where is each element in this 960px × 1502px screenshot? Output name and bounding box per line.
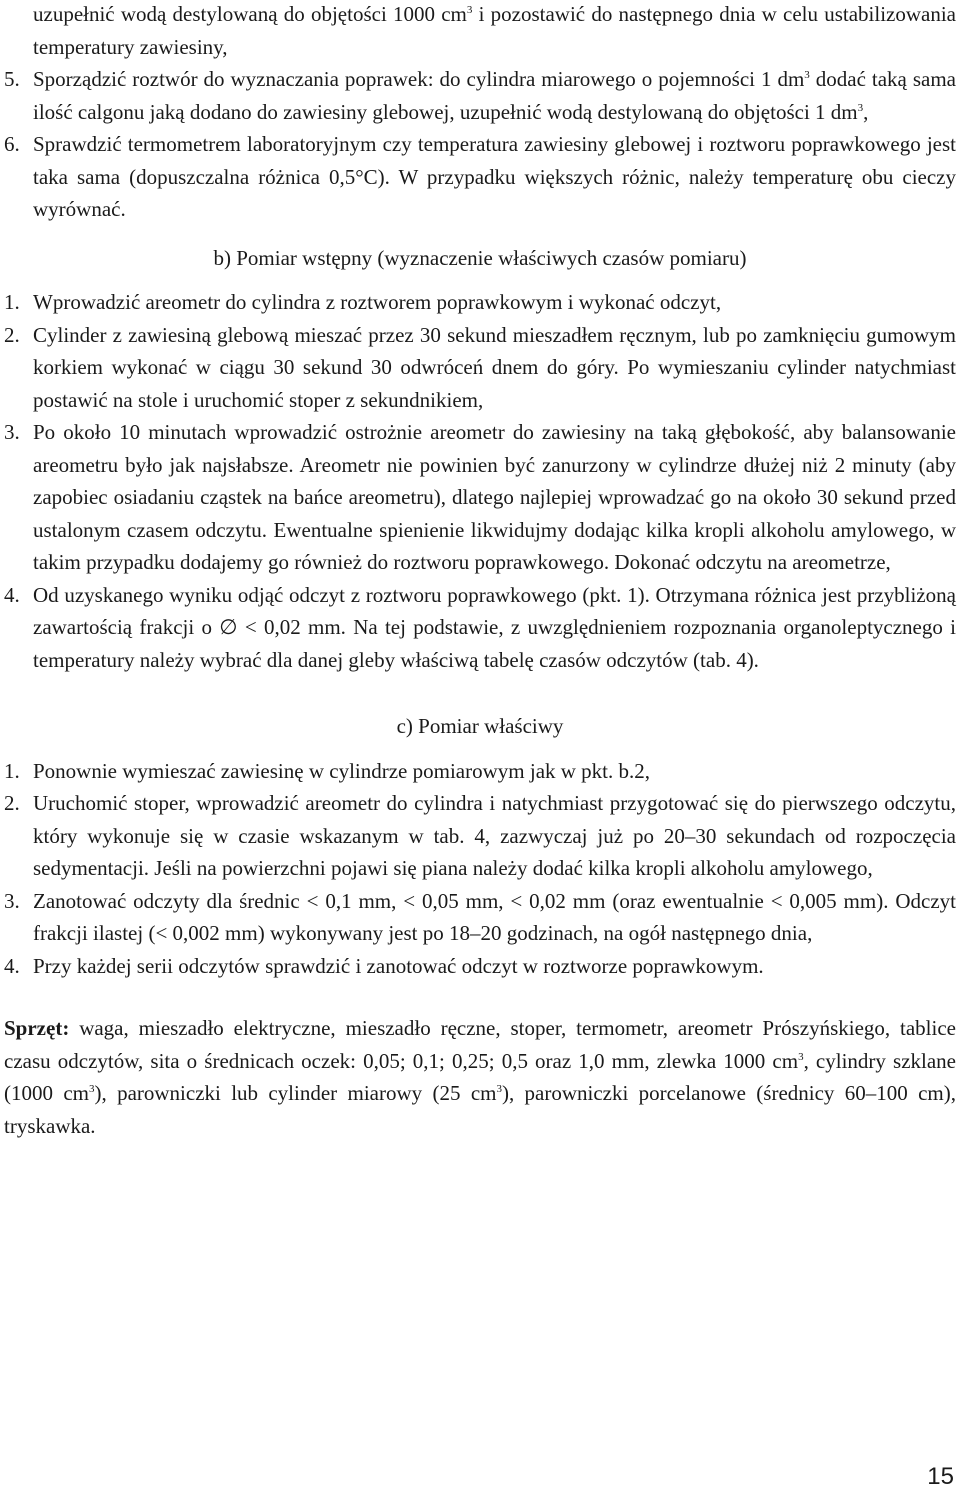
item-text: Od uzyskanego wyniku odjąć odczyt z roztworu poprawkowego (pkt. 1). Otrzymana różnica jest przybliżoną zawartością frakcji o ∅ < 0,02 mm. Na tej podstawie, z uwzględnieniem rozpoznania organoleptycznego i temperatury należy wybrać dla danej gleby właściwą tabelę czasów odczytów (tab. 4).: [33, 582, 956, 672]
item-number: 2.: [4, 322, 20, 347]
equipment-label: Sprzęt:: [4, 1016, 70, 1040]
item-text: Sprawdzić termometrem laboratoryjnym czy temperatura zawiesiny glebowej i roztworu poprawkowego jest taka sama (dopuszczalna różnica 0,5°C). W przypadku większych różnic, należy temperaturę obu cieczy wyrównać.: [33, 132, 956, 221]
item-number: 1.: [4, 290, 20, 314]
item-number: 2.: [4, 791, 20, 815]
item-text: Przy każdej serii odczytów sprawdzić i zanotować odczyt w roztworze poprawkowym.: [33, 953, 764, 978]
list-item: [4, 319, 956, 417]
item-text: Ponownie wymieszać zawiesinę w cylindrze pomiarowym jak w pkt. b.2,: [33, 758, 651, 783]
list-item: [4, 579, 956, 677]
list-item: [4, 950, 956, 983]
item-text: Po około 10 minutach wprowadzić ostrożnie areometr do zawiesiny na taką głębokość, aby balansowanie areometru było jak najsłabsze. Areometr nie powinien być zanurzony w cylindrze dłużej niż 2 minuty (aby zapobiec osiadaniu cząstek na bańce areometru), dlatego najlepiej wprowadzać go na około 30 sekund przed ustalonym czasem odczytu. Ewentualne spienienie likwidujmy dodając kilka kropli alkoholu amylowego, w takim przypadku dodajemy go również do roztworu poprawkowego. Dokonać odczytu na areometrze,: [33, 420, 956, 574]
item-number: 4.: [4, 953, 20, 978]
list-item: [4, 128, 956, 226]
item-text: Cylinder z zawiesiną glebową mieszać przez 30 sekund mieszadłem ręcznym, lub po zamknięciu gumowym korkiem wykonać w ciągu 30 sekund 30 odwróceń dnem do góry. Po wymieszaniu cylinder natychmiast postawić na stole i uruchomić stoper z sekundnikiem,: [33, 322, 956, 412]
item-number: 4.: [4, 582, 20, 607]
intro-continuation: uzupełnić wodą destylowaną do objętości 1000 $cm^3$ i pozostawić do następnego dnia w celu ustabilizowania temperatury zawiesiny,: [33, 2, 956, 59]
list-item: [4, 63, 956, 128]
item-number: 6.: [4, 132, 20, 156]
document-page: [4, 0, 956, 1142]
page-number: 15: [927, 1463, 954, 1490]
list-item: [4, 286, 956, 319]
item-text: Uruchomić stoper, wprowadzić areometr do cylindra i natychmiast przygotować się do pierwszego odczytu, który wykonuje się w czasie wskazanym w tab. 4, zazwyczaj już po 20–30 sekundach od rozpoczęcia sedymentacji. Jeśli na powierzchni pojawi się piana należy dodać kilka kropli alkoholu amylowego,: [33, 791, 956, 880]
item-text: Zanotować odczyty dla średnic < 0,1 mm, < 0,05 mm, < 0,02 mm (oraz ewentualnie < 0,005 mm). Odczyt frakcji ilastej (< 0,002 mm) wykonywany jest po 18–20 godzinach, na ogół następnego dnia,: [33, 888, 956, 945]
item-text: Sporządzić roztwór do wyznaczania poprawek: do cylindra miarowego o pojemności 1 $dm^3$ dodać taką sama ilość calgonu jaką dodano do zawiesiny glebowej, uzupełnić wodą destylowaną do objętości 1 $dm^3$,: [33, 67, 956, 124]
list-item: [4, 787, 956, 885]
item-number: 1.: [4, 758, 20, 783]
list-item: [4, 755, 956, 788]
item-number: 3.: [4, 420, 20, 444]
item-number: 3.: [4, 888, 20, 913]
section-heading-c: c) Pomiar właściwy: [396, 714, 564, 738]
list-item: [4, 416, 956, 579]
equipment-paragraph: Sprzęt: waga, mieszadło elektryczne, mieszadło ręczne, stoper, termometr, areometr Prószyńskiego, tablice czasu odczytów, sita o średnicach oczek: 0,05; 0,1; 0,25; 0,5 oraz 1,0 mm, zlewka 1000 $cm^3$, cylindry szklane (1000 $cm^3$), parowniczki lub cylinder miarowy (25 $cm^3$), parowniczki porcelanowe (średnicy 60–100 cm), tryskawka.: [4, 1016, 956, 1138]
list-item: [4, 885, 956, 950]
item-number: 5.: [4, 67, 20, 91]
section-heading-b: b) Pomiar wstępny (wyznaczenie właściwych czasów pomiaru): [213, 245, 747, 270]
item-text: Wprowadzić areometr do cylindra z roztworem poprawkowym i wykonać odczyt,: [33, 290, 722, 314]
